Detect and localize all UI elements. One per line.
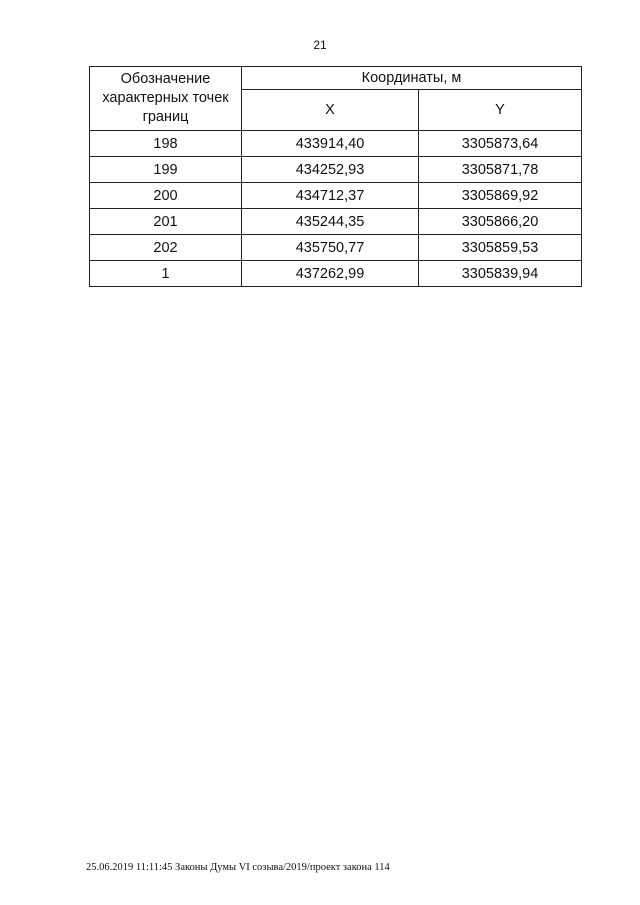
header-y: Y bbox=[419, 90, 582, 131]
cell-x: 435244,35 bbox=[242, 209, 419, 235]
cell-point: 1 bbox=[90, 261, 242, 287]
table-row bbox=[90, 183, 582, 209]
table-row bbox=[90, 261, 582, 287]
cell-x: 434712,37 bbox=[242, 183, 419, 209]
cell-point: 199 bbox=[90, 157, 242, 183]
header-x: X bbox=[242, 90, 419, 131]
cell-x: 433914,40 bbox=[242, 131, 419, 157]
cell-y: 3305873,64 bbox=[419, 131, 582, 157]
cell-point: 201 bbox=[90, 209, 242, 235]
cell-x: 435750,77 bbox=[242, 235, 419, 261]
cell-x: 434252,93 bbox=[242, 157, 419, 183]
cell-y: 3305859,53 bbox=[419, 235, 582, 261]
table-row bbox=[90, 157, 582, 183]
table-row bbox=[90, 235, 582, 261]
document-footer: 25.06.2019 11:11:45 Законы Думы VI созыва/2019/проект закона 114 bbox=[86, 862, 390, 873]
header-coordinates: Координаты, м bbox=[242, 67, 582, 90]
cell-point: 200 bbox=[90, 183, 242, 209]
cell-point: 198 bbox=[90, 131, 242, 157]
page-number: 21 bbox=[313, 38, 327, 52]
header-point-designation: Обозначение характерных точек границ bbox=[90, 67, 242, 131]
cell-y: 3305871,78 bbox=[419, 157, 582, 183]
table-row bbox=[90, 209, 582, 235]
cell-point: 202 bbox=[90, 235, 242, 261]
cell-y: 3305866,20 bbox=[419, 209, 582, 235]
cell-x: 437262,99 bbox=[242, 261, 419, 287]
coordinates-table bbox=[89, 66, 582, 287]
table-row bbox=[90, 131, 582, 157]
cell-y: 3305839,94 bbox=[419, 261, 582, 287]
cell-y: 3305869,92 bbox=[419, 183, 582, 209]
